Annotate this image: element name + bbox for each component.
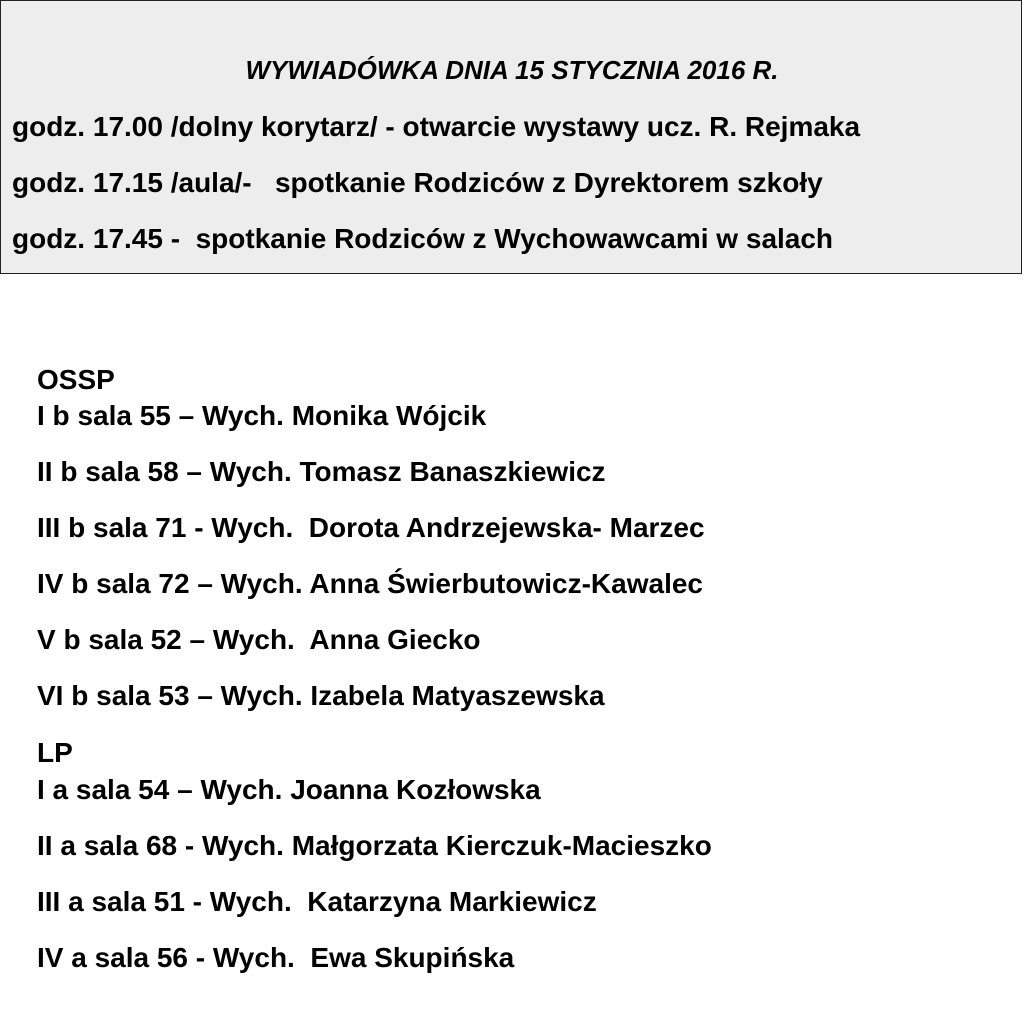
page-title: WYWIADÓWKA DNIA 15 STYCZNIA 2016 R.: [245, 55, 779, 85]
schedule-line-1700: godz. 17.00 /dolny korytarz/ - otwarcie wystawy ucz. R. Rejmaka: [12, 111, 861, 142]
section-heading-lp: LP: [37, 737, 73, 768]
schedule-line-1715: godz. 17.15 /aula/- spotkanie Rodziców z Dyrektorem szkoły: [12, 167, 823, 198]
class-entry: II b sala 58 – Wych. Tomasz Banaszkiewicz: [37, 456, 606, 487]
class-entry: VI b sala 53 – Wych. Izabela Matyaszewska: [37, 680, 605, 711]
class-entry: I b sala 55 – Wych. Monika Wójcik: [37, 400, 487, 431]
class-entry: III a sala 51 - Wych. Katarzyna Markiewicz: [37, 886, 597, 917]
class-entry: I a sala 54 – Wych. Joanna Kozłowska: [37, 774, 541, 805]
section-heading-ossp: OSSP: [37, 364, 115, 395]
schedule-line-1745: godz. 17.45 - spotkanie Rodziców z Wychowawcami w salach: [12, 223, 834, 254]
schedule-header-box: [0, 0, 1022, 274]
class-entry: II a sala 68 - Wych. Małgorzata Kierczuk-Macieszko: [37, 830, 712, 861]
class-entry: V b sala 52 – Wych. Anna Giecko: [37, 624, 481, 655]
class-entry: IV a sala 56 - Wych. Ewa Skupińska: [37, 942, 515, 973]
class-entry: IV b sala 72 – Wych. Anna Świerbutowicz-Kawalec: [37, 568, 703, 599]
class-entry: III b sala 71 - Wych. Dorota Andrzejewska- Marzec: [37, 512, 705, 543]
